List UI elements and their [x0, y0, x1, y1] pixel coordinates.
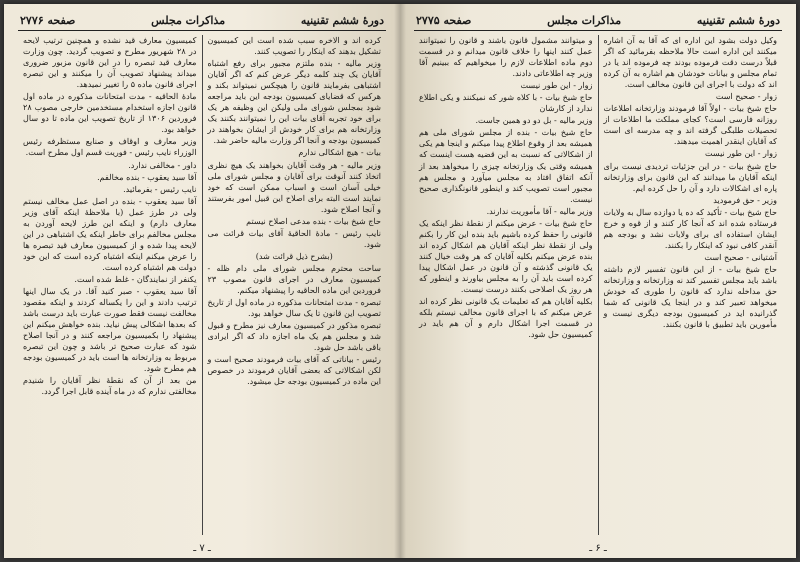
gutter-shadow: [400, 4, 406, 558]
paragraph: وزیر معارف و اوقاف و صنایع مستظرفه رئیس الوزراء نایب رئیس - فوریت قسم اول مطرح است.: [23, 136, 197, 158]
paragraph: وکیل دولت بشود این اداره ای که آقا به آن اشاره میکنند این اداره است حالا ملاحظه بفرمائید که اگر قبلاً درست دقت فرموده بودند چه فرموده اند یا در تمام مجلس و بیانات خودشان هم اشاره به آن کرده اند که دولت با اجرای این قانون مخالف است.: [603, 35, 777, 90]
paragraph: نایب رئیس - مادهٔ الحاقیهٔ آقای بیات قرائت می شود.: [207, 227, 381, 249]
paragraph: زوار - این طور نیست: [520, 80, 593, 91]
header-session: دورهٔ ششم تقنینیه: [300, 14, 384, 27]
text-column-left: [414, 35, 599, 535]
book-spread: [4, 4, 796, 558]
paragraph: حاج شیخ بیات - بنده از مجلس شورای ملی هم همیشه بعد از وقوع اطلاع پیدا میکنم و اینجا هم یکی از اشکالاتی که نسبت به این قضیه هست اینست که همیشه وقتی یک وزارتخانه چیزی را میخواهد بعد از آنکه اتفاق افتاد به مجلس میآورد و مجلس هم مجبور است تصویب کند و اینطور قانونگذاری صحیح نیست.: [419, 127, 593, 204]
text-column-right: [203, 35, 387, 535]
paragraph: وزیر مالیه - بنده ملتزم مجبور برای رفع اشتباه آقایان یک چند کلمه دیگر عرض کنم که اگر آقایان اشتباهی بفرمایند قانون را هیچکس نمیتواند بکند و هرکس که قضایای کمیسیون بودجه این باید مراجعه شود بمجلس شورای ملی ولیکن این وظیفه هر یک برای خود تجربه آقای بیات این را نمیتوانند بکنند یک وزارتخانه هم برای کار خودش از ایشان بخواهند در کمیسیون بودجه و آنجا اگر وزارت مالیه حاضر شد.: [207, 58, 381, 146]
paragraph: داور - مخالفی ندارد.: [128, 159, 197, 170]
paragraph: کرده اند و الاخره سبب شده است این کمیسیون تشکیل بدهند که اینکار را تصویب کنند.: [207, 35, 381, 57]
paragraph: آقا سید یعقوب - بنده مخالفم.: [97, 171, 197, 182]
header-title: مذاکرات مجلس: [547, 14, 622, 27]
page-header: [18, 14, 386, 31]
paragraph: حاج شیخ بیات - تأکید که ده یا دوازده سال به ولایات فرستاده شده اند که آنجا کار کنند و از قوه و خرج ایشان استفاده ای برای ولایات نشد و بودجه هم آنقدر کافی نبود که اینکار را بکنند.: [603, 206, 777, 250]
header-session: دورهٔ ششم تقنینیه: [696, 14, 780, 27]
left-page: [4, 4, 400, 558]
header-page-label: صفحه ۲۷۷۶: [20, 14, 76, 27]
text-columns: [414, 35, 782, 535]
paragraph: وزیر - حق فرمودید: [713, 194, 777, 205]
paragraph: حاج شیخ بیات - اولاً آقا فرمودند وزارتخانه اطلاعات روزانه فارسی است؟ کجای مملکت ما اطلاعات از تحصیلات طلبگی گرفته اند و چه مدرسه ای است که آقایان اینقدر اهمیت میدهند.: [603, 103, 777, 147]
paragraph: آقا سید یعقوب - بنده در اصل عمل مخالف نیستم ولی در طرز عمل (با ملاحظهٔ اینکه آقای وزیر معارف دارم) و اینکه این طرز لایحه آوردن به مجلس مخالفم برای خاطر اینکه یک اشتباهی در این لایحه پیدا شده و از کمیسیون معارف قید تبصره ها را عرض میکنم اینکه اشتباه کرده است که این خود دولت هم اشتباه کرده است.: [23, 195, 197, 272]
header-page-label: صفحه ۲۷۷۵: [416, 14, 472, 27]
text-column-left: [18, 35, 203, 535]
paragraph: حاج شیخ بیات - از این قانون تفسیر لازم داشته باشد باید مجلس تفسیر کند نه وزارتخانه و وزارتخانه حق مداخله ندارد که قانون را طوری که خودش میخواهد تعبیر کند و در اینجا یک قانونی که شما گذرانیده اید در کمیسیون بودجه دیگری نیست و مأمورین باید تطبیق با قانون بکنند.: [603, 263, 777, 330]
paragraph: و میتوانند مشمول قانون باشند و قانون را نمیتوانند عمل کنند اینها را خلاف قانون میدانم و در قسمت دوم ماده اطلاعات لازم را میخواهیم که ببینیم آقا وزیر چه اطلاعاتی دادند.: [419, 35, 593, 79]
page-header: [414, 14, 782, 31]
paragraph: بکلیه آقایان هم که تعلیمات یک قانونی نظر کرده اند عرض میکنم که با اجرای قانون مخالف نیستم بلکه در قسمت اجرا اشکال دارم و آن هم باید در کمیسیون حل شود.: [419, 296, 593, 340]
text-columns: [18, 35, 386, 535]
paragraph: ساحت محترم مجلس شورای ملی دام ظله - کمیسیون معارف در اجرای قانون مصوب ۲۳ فروردین این ماده الحاقیه را پیشنهاد میکنم.: [207, 262, 381, 296]
paragraph: وزیر مالیه - هر وقت آقایان بخواهند یک هیچ نظری اتخاذ کنند آنوقت برای آقایان و مجلس شورای ملی خیلی آسان است و اسباب ممکن است که خود نمایند است البته برای اصلاح این قبیل امور بفرستند و آنجا اصلاح شود.: [207, 159, 381, 214]
header-title: مذاکرات مجلس: [151, 14, 226, 27]
paragraph: رئیس - بیاناتی که آقای بیات فرمودند صحیح است و لکن اشکالاتی که بعضی آقایان فرمودند در خصوص این ماده در کمیسیون بودجه حل میشود.: [207, 354, 381, 387]
paragraph: وزیر مالیه - آقا مأموریت ندارند.: [486, 205, 593, 216]
paragraph: (بشرح ذیل قرائت شد): [255, 250, 333, 261]
paragraph: بیات - هیچ اشکالی ندارم: [298, 147, 381, 158]
paragraph: زوار - صحیح است: [715, 91, 777, 102]
paragraph: زوار - این طور نیست: [704, 148, 777, 159]
paragraph: آشتیانی - صحیح است: [704, 251, 777, 262]
paragraph: من بعد از آن که نقطهٔ نظر آقایان را شنیدم مخالفتی ندارم که در ماه آینده قابل اجرا گردد.: [23, 375, 197, 397]
paragraph: نایب رئیس - بفرمائید.: [123, 183, 197, 194]
right-page: [400, 4, 796, 558]
paragraph: آقا سید یعقوب - صبر کنید آقا. در یک سال اینها ترتیب دادند و این را یکساله کردند و اینکه مقصود مخالفت نیست فقط صورت عبارت باید درست باشد که بعدها اشکالی پیش نیاید. بنده خواهش میکنم این پیشنهاد را بکمیسیون مراجعه کنند و در آنجا اصلاح شود که عبارت صحیح تر باشد و چون این تبصره مربوط به وزارتخانه ها است باید در کمیسیون بودجه هم مطرح شود.: [23, 286, 197, 374]
paragraph: حاج شیخ بیات - در این جزئیات تردیدی نیست برای اینکه آقایان ما میدانند که این قانون برای وزارتخانه پاره ای اشکالات دارد و آن را حل کرده ایم.: [603, 160, 777, 193]
paragraph: تبصره - مدت امتحانات مذکوره در ماده اول از تاریخ تصویب این قانون تا یک سال خواهد بود.: [207, 297, 381, 319]
page-number: ـ ۷ ـ: [193, 543, 211, 554]
paragraph: حاج شیخ بیات - با کلاه شور که نمیکنند و یکی اطلاع ندارد از کارشان: [419, 92, 593, 114]
paragraph: حاج شیخ بیات - بنده مدعی اصلاح نیستم: [246, 215, 381, 226]
paragraph: حاج شیخ بیات - عرض میکنم از نقطهٔ نظر اینکه یک قانونی را حفظ کرده باشیم باید بنده این کار را بکنم ولی از نقطهٔ نظر اینکه آقایان هم اشکال کرده اند بنده عرض میکنم بکلیه آقایان که هر وقت خیال کنند یک قانونی گذشته و آن قانون در عمل اشکال پیدا کرده است باید آن را به مجلس بیاورند و اینطور که هر روز یک اصلاحی بکنند درست نیست.: [419, 217, 593, 295]
paragraph: یکنفر از نمایندگان - غلط شده است.: [74, 273, 197, 284]
paragraph: وزیر مالیه - بل دو دو همین جاست.: [475, 115, 593, 126]
page-number: ـ ۶ ـ: [589, 543, 607, 554]
text-column-right: [599, 35, 783, 535]
paragraph: کمیسیون معارف قید نشده و همچنین ترتیب لایحه در ۲۸ شهریور مطرح و تصویب گردید. چون وزارت معارف قید تبصره را در این قانون مزبور ضروری میداند پیشنهاد تصویب آن را میکنند و این تبصره اجرای قانون ماده ۵ را تغییر نمیدهد.: [23, 35, 197, 90]
paragraph: تبصره مذکور در کمیسیون معارف نیز مطرح و قبول شد و مجلس هم یک ماه اجازه داد که اگر ایرادی باقی باشد حل شود.: [207, 320, 381, 353]
paragraph: مادهٔ الحاقیه - مدت امتحانات مذکوره در ماده اول قانون اجازه استخدام مستخدمین خارجی مصوب ۲۸ فروردین ۱۳۰۶ از تاریخ تصویب این ماده تا دو سال خواهد بود.: [23, 91, 197, 135]
